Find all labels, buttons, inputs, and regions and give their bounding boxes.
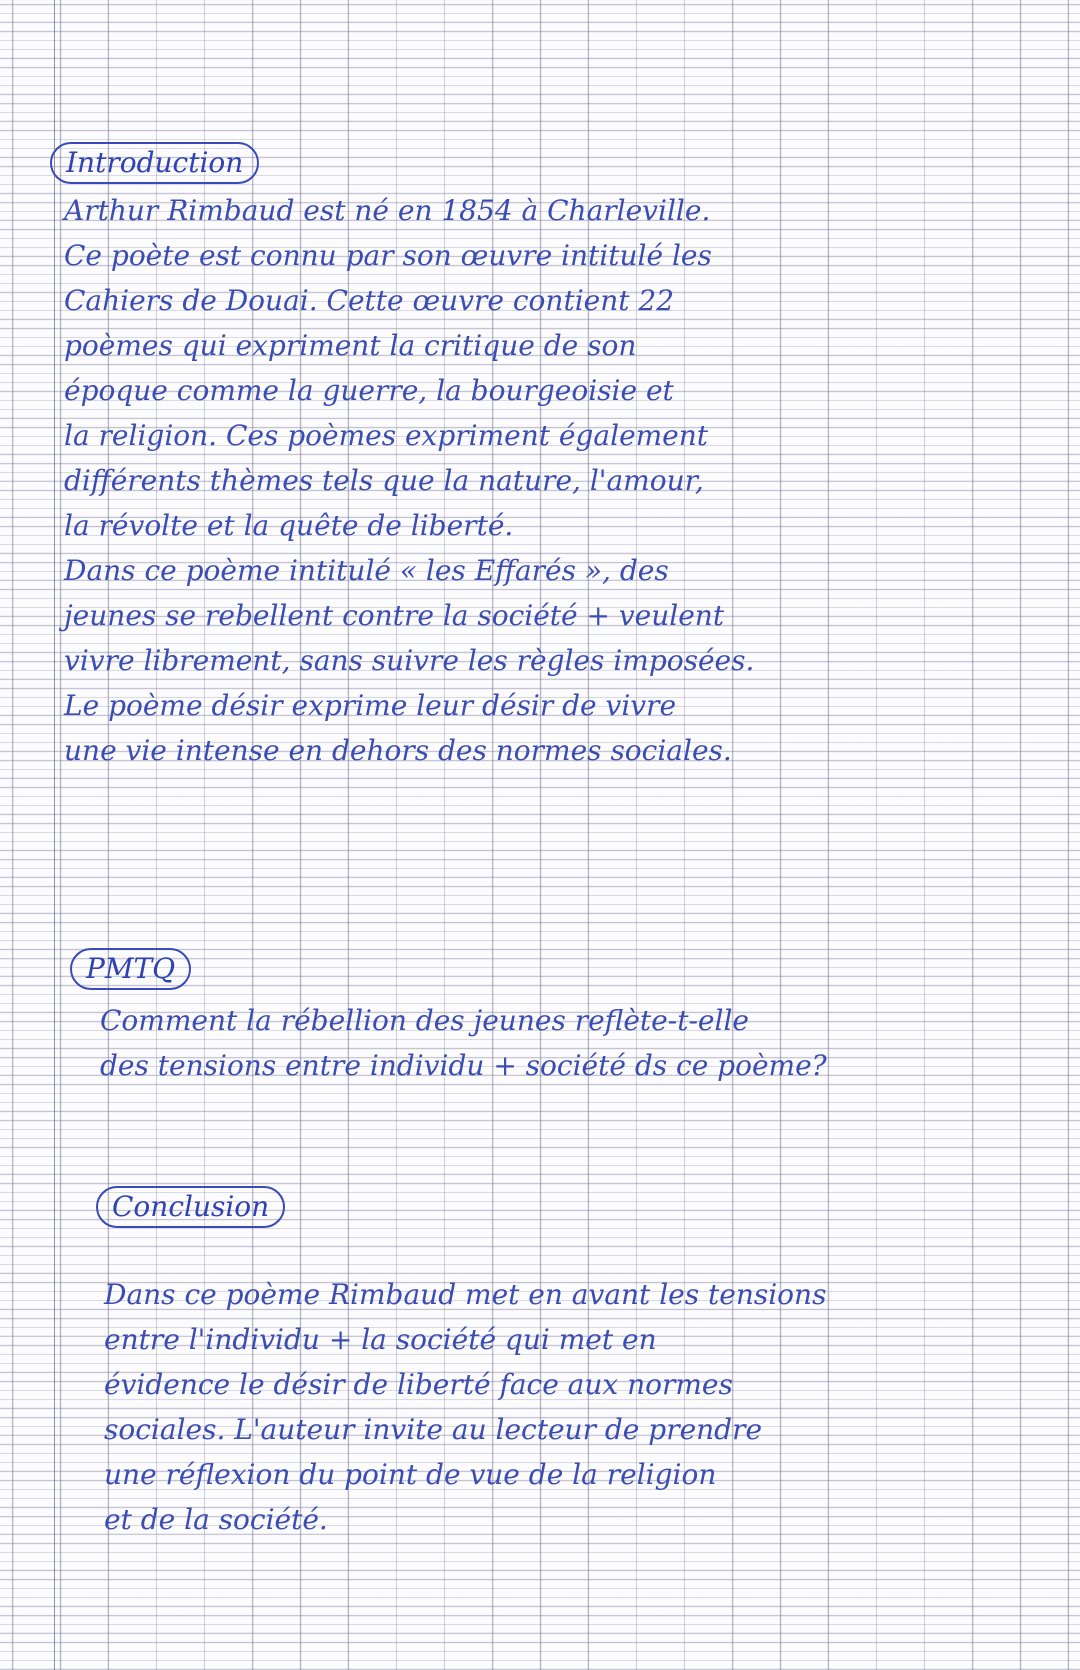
intro-line-5: époque comme la guerre, la bourgeoisie et [64,374,674,407]
conclusion-line-5: une réflexion du point de vue de la religion [104,1458,717,1491]
intro-line-2: Ce poète est connu par son œuvre intitulé les [64,239,712,272]
conclusion-line-4: sociales. L'auteur invite au lecteur de prendre [104,1413,763,1446]
conclusion-line-1: Dans ce poème Rimbaud met en avant les tensions [104,1278,827,1311]
intro-line-1: Arthur Rimbaud est né en 1854 à Charleville. [64,194,711,227]
conclusion-heading: Conclusion [96,1186,285,1228]
conclusion-line-6: et de la société. [104,1503,328,1536]
intro-line-4: poèmes qui expriment la critique de son [64,329,637,362]
introduction-heading: Introduction [50,142,259,184]
pmtq-line-1: Comment la rébellion des jeunes reflète-t-elle [100,1004,749,1037]
pmtq-line-2: des tensions entre individu + société ds ce poème? [100,1049,827,1082]
pmtq-heading: PMTQ [70,948,191,990]
intro-line-11: vivre librement, sans suivre les règles imposées. [64,644,755,677]
margin-line [54,0,55,1670]
intro-line-13: une vie intense en dehors des normes sociales. [64,734,732,767]
intro-line-7: différents thèmes tels que la nature, l'amour, [64,464,704,497]
intro-line-8: la révolte et la quête de liberté. [64,509,514,542]
intro-line-12: Le poème désir exprime leur désir de vivre [64,689,677,722]
intro-line-3: Cahiers de Douai. Cette œuvre contient 22 [64,284,675,317]
intro-line-9: Dans ce poème intitulé « les Effarés », des [64,554,669,587]
intro-line-6: la religion. Ces poèmes expriment également [64,419,709,452]
conclusion-line-3: évidence le désir de liberté face aux normes [104,1368,733,1401]
intro-line-10: jeunes se rebellent contre la société + veulent [64,599,725,632]
conclusion-line-2: entre l'individu + la société qui met en [104,1323,657,1356]
